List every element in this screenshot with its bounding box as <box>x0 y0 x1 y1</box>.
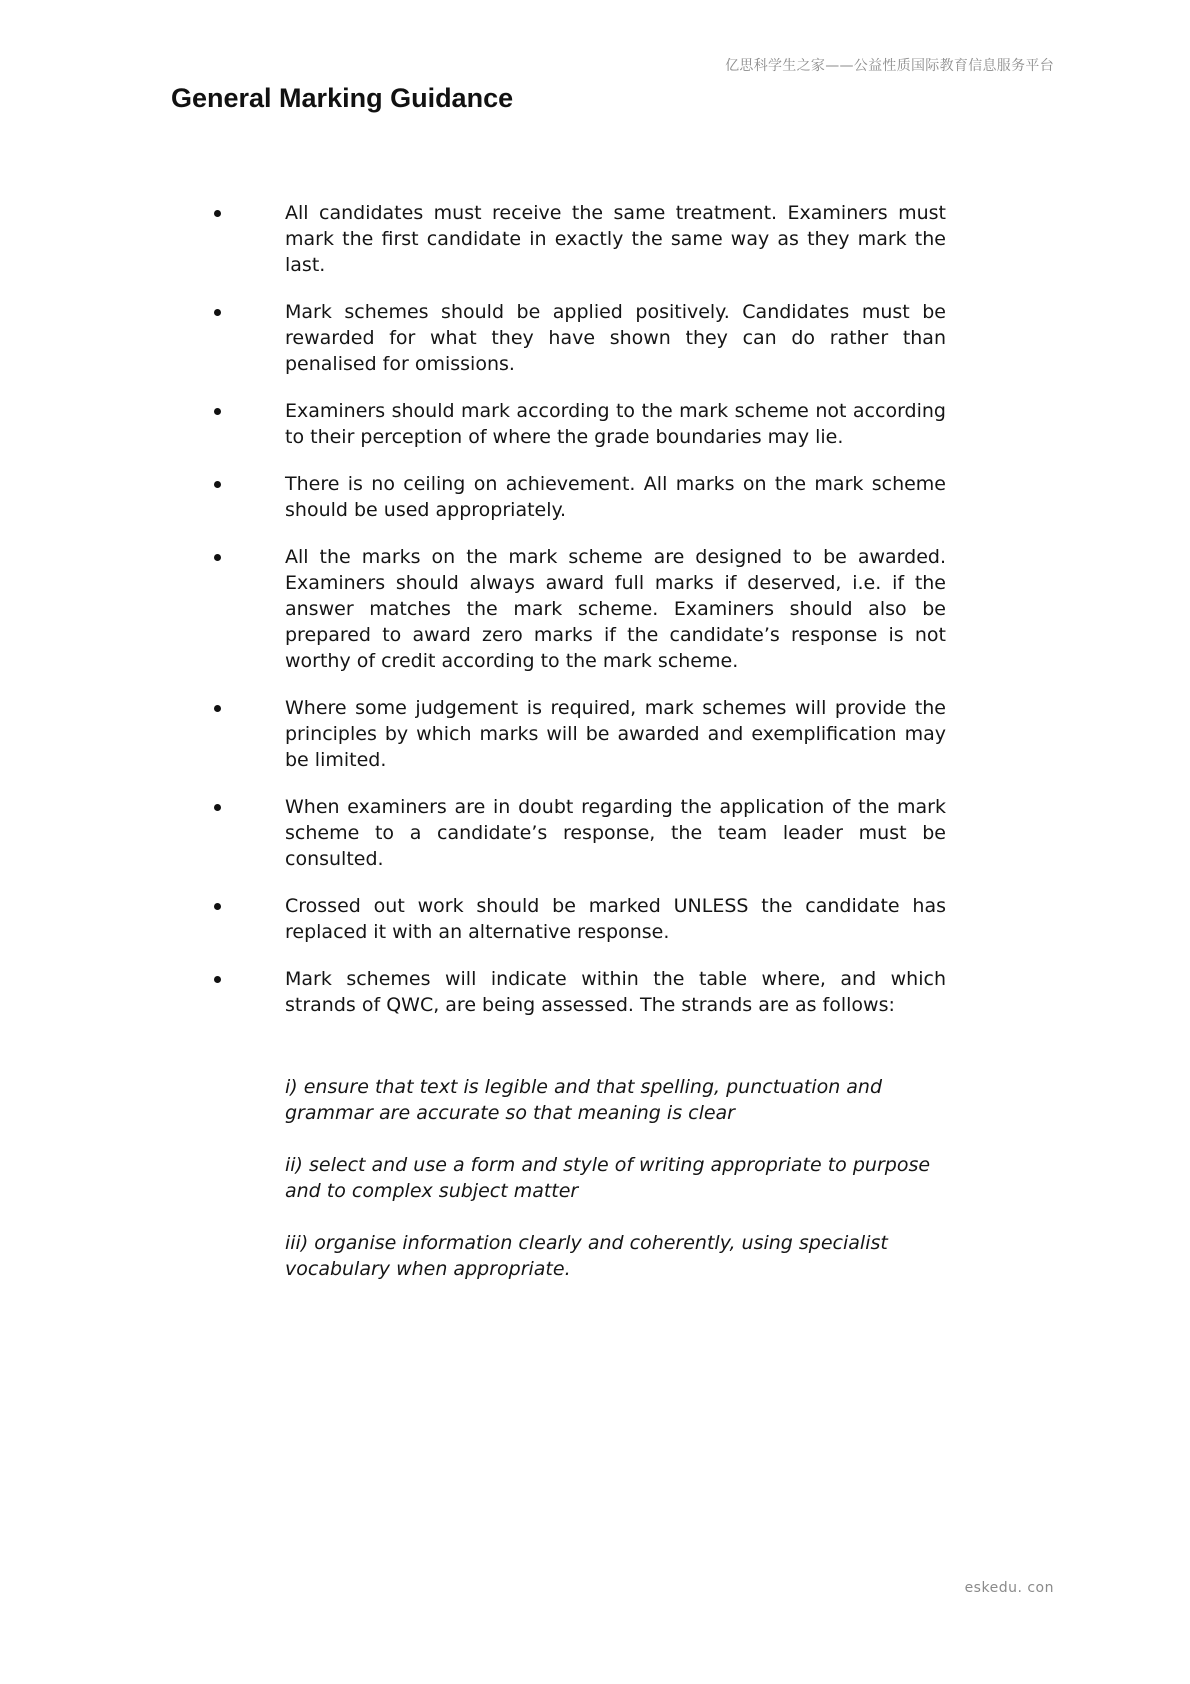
guidance-item <box>210 471 946 523</box>
qwc-strand: iii) organise information clearly and coherently, using specialist vocabulary when appropriate. <box>285 1232 888 1280</box>
guidance-item <box>210 695 946 773</box>
guidance-item-text: Mark schemes should be applied positively. Candidates must be rewarded for what they have shown they can do rather than penalised for omissions. <box>285 301 946 375</box>
bullet-icon <box>214 804 221 811</box>
guidance-item-text: There is no ceiling on achievement. All marks on the mark scheme should be used appropriately. <box>285 473 946 521</box>
guidance-item <box>210 966 946 1018</box>
qwc-strand: ii) select and use a form and style of writing appropriate to purpose and to complex subject matter <box>285 1154 931 1202</box>
page-title: General Marking Guidance <box>171 83 514 113</box>
guidance-item <box>210 893 946 945</box>
bullet-icon <box>214 976 221 983</box>
bullet-icon <box>214 309 221 316</box>
guidance-list <box>210 200 946 1039</box>
guidance-item-text: Where some judgement is required, mark schemes will provide the principles by which marks will be awarded and exemplification may be limited. <box>285 697 946 771</box>
bullet-icon <box>214 408 221 415</box>
bullet-icon <box>214 554 221 561</box>
bullet-icon <box>214 903 221 910</box>
qwc-strand: i) ensure that text is legible and that spelling, punctuation and grammar are accurate so that meaning is clear <box>285 1076 883 1124</box>
guidance-item <box>210 544 946 674</box>
guidance-item <box>210 794 946 872</box>
guidance-item-text: All the marks on the mark scheme are designed to be awarded. Examiners should always award full marks if deserved, i.e. if the answer matches the mark scheme. Examiners should also be prepared to award zero marks if the candidate’s response is not worthy of credit according to the mark scheme. <box>285 546 946 672</box>
bullet-icon <box>214 705 221 712</box>
bullet-icon <box>214 210 221 217</box>
guidance-item-text: Examiners should mark according to the mark scheme not according to their perception of where the grade boundaries may lie. <box>285 400 946 448</box>
watermark-top: 亿思科学生之家——公益性质国际教育信息服务平台 <box>725 58 1054 74</box>
qwc-strands-list <box>285 1074 946 1308</box>
guidance-item-text: When examiners are in doubt regarding the application of the mark scheme to a candidate’s response, the team leader must be consulted. <box>285 796 946 870</box>
guidance-item-text: All candidates must receive the same treatment. Examiners must mark the first candidate in exactly the same way as they mark the last. <box>285 202 946 276</box>
guidance-item-text: Mark schemes will indicate within the table where, and which strands of QWC, are being assessed. The strands are as follows: <box>285 968 946 1016</box>
bullet-icon <box>214 481 221 488</box>
guidance-item-text: Crossed out work should be marked UNLESS the candidate has replaced it with an alternative response. <box>285 895 946 943</box>
watermark-bottom: eskedu. con <box>964 1580 1054 1596</box>
guidance-item <box>210 299 946 377</box>
guidance-item <box>210 200 946 278</box>
guidance-item <box>210 398 946 450</box>
